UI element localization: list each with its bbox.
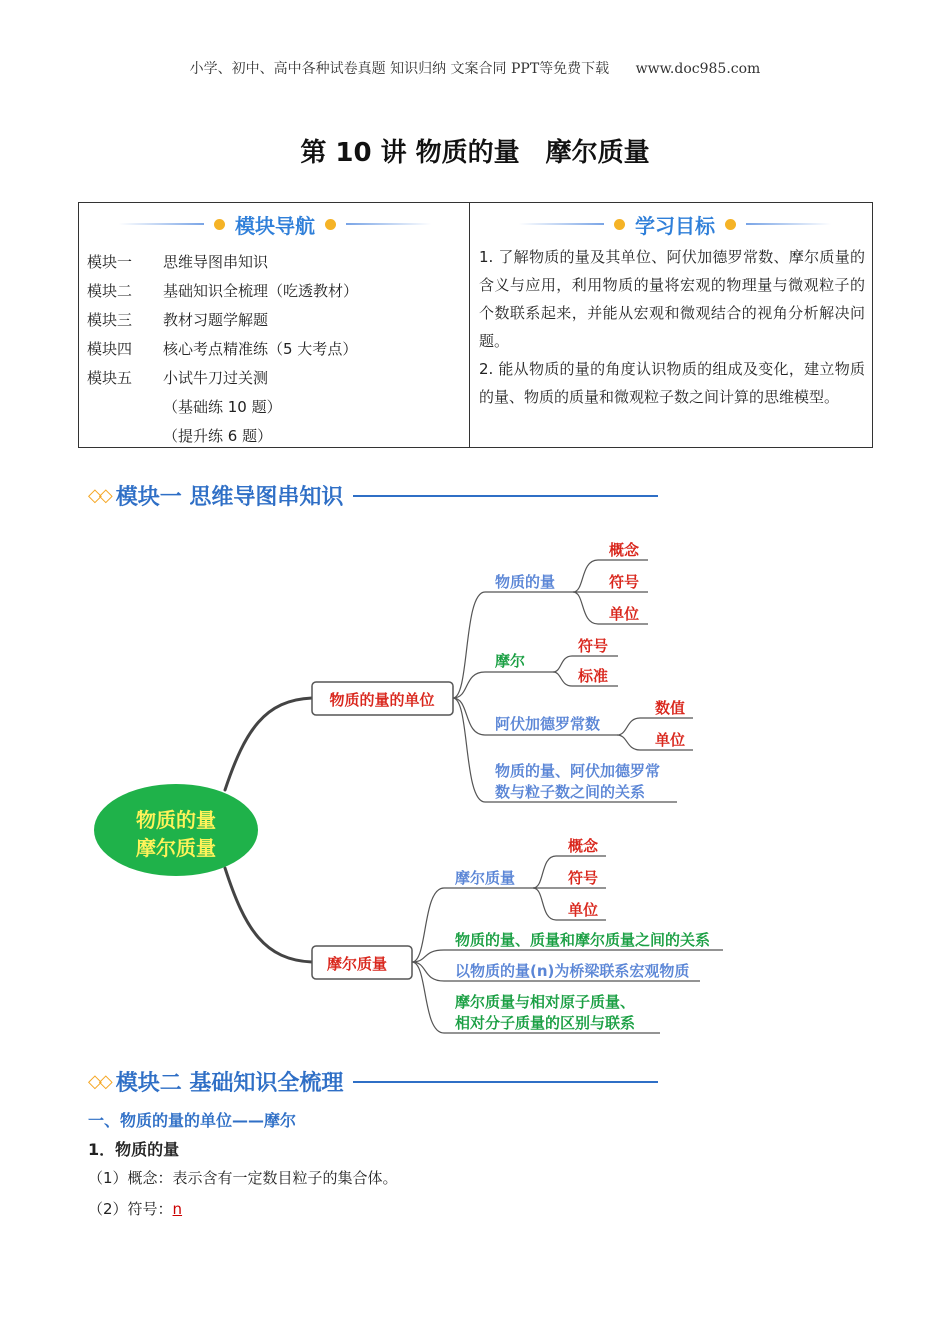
title-part2: 摩尔质量	[545, 138, 650, 168]
node-mole: 摩尔	[495, 652, 526, 670]
dot-icon	[325, 219, 336, 230]
subsection-title: 一、物质的量的单位——摩尔	[88, 1111, 297, 1130]
page-title	[0, 132, 950, 169]
leaf-value: 数值	[655, 699, 686, 717]
connector	[225, 698, 312, 790]
diamond-chevron-icon: ◇◇	[88, 1071, 110, 1092]
nav-heading-label: 模块导航	[235, 213, 315, 238]
table-divider	[469, 203, 470, 447]
symbol-answer: n	[172, 1200, 183, 1218]
mind-map	[0, 520, 950, 1050]
section-rule	[353, 1081, 658, 1083]
list-item: （提升练 6 题）	[163, 427, 273, 445]
list-item: 模块三 教材习题学解题	[87, 311, 269, 329]
section-heading-1	[88, 480, 658, 511]
leaf-unit: 单位	[609, 605, 640, 623]
section-title: 模块二 基础知识全梳理	[115, 1071, 344, 1096]
list-item: （基础练 10 题）	[163, 398, 282, 416]
goals-heading-label: 学习目标	[635, 213, 715, 238]
connector	[453, 698, 485, 802]
leaf-concept: 概念	[609, 541, 640, 559]
section-heading-2	[88, 1066, 658, 1097]
nav-goals-table	[78, 202, 873, 448]
decor-line	[346, 223, 431, 225]
goal-item-2: 2. 能从物质的量的角度认识物质的组成及变化，建立物质的量、物质的质量和微观粒子数之间计算的思维模型。	[479, 360, 865, 406]
diamond-chevron-icon: ◇◇	[88, 485, 110, 506]
goals-list	[479, 243, 865, 411]
connector	[412, 962, 444, 1033]
node-relation-2: 物质的量、质量和摩尔质量之间的关系	[455, 931, 711, 949]
header-text: 小学、初中、高中各种试卷真题 知识归纳 文案合同 PPT等免费下载	[189, 61, 610, 77]
branch-label-unit: 物质的量的单位	[329, 691, 435, 709]
list-item: 模块二 基础知识全梳理（吃透教材）	[87, 282, 359, 300]
decor-line	[119, 223, 204, 225]
connector	[412, 888, 444, 962]
list-item: 模块五 小试牛刀过关测	[87, 369, 269, 387]
dot-icon	[614, 219, 625, 230]
node-amount: 物质的量	[495, 573, 556, 591]
decor-line	[519, 223, 604, 225]
dot-icon	[725, 219, 736, 230]
nav-heading	[119, 211, 431, 237]
leaf-concept: 概念	[568, 837, 599, 855]
module-list	[87, 248, 358, 451]
symbol-label: （2）符号：	[88, 1200, 173, 1218]
list-item: 模块一 思维导图串知识	[87, 253, 269, 271]
paragraph-heading: 1．物质的量	[88, 1140, 180, 1159]
node-distinction-1: 摩尔质量与相对原子质量、	[455, 993, 636, 1011]
center-label-1: 物质的量	[136, 808, 216, 832]
page-header	[0, 58, 950, 78]
node-avogadro: 阿伏加德罗常数	[495, 715, 601, 733]
leaf-unit: 单位	[568, 901, 599, 919]
branch-label-molar-mass: 摩尔质量	[326, 955, 388, 973]
section-rule	[353, 495, 658, 497]
node-bridge: 以物质的量(n)为桥梁联系宏观物质	[455, 962, 690, 980]
node-molar-mass: 摩尔质量	[455, 869, 516, 887]
paragraph-symbol	[88, 1198, 182, 1219]
connector	[412, 950, 444, 962]
section-title: 模块一 思维导图串知识	[115, 485, 344, 510]
node-relation-1b: 数与粒子数之间的关系	[495, 783, 646, 801]
leaf-symbol: 符号	[578, 637, 609, 655]
leaf-symbol: 符号	[609, 573, 640, 591]
title-part1: 第 10 讲 物质的量	[300, 138, 520, 168]
node-relation-1: 物质的量、阿伏加德罗常	[495, 762, 661, 780]
node-distinction-2: 相对分子质量的区别与联系	[455, 1014, 636, 1032]
goal-item-1: 1. 了解物质的量及其单位、阿伏加德罗常数、摩尔质量的含义与应用，利用物质的量将宏观的物理量与微观粒子的个数联系起来，并能从宏观和微观结合的视角分析解决问题。	[479, 248, 865, 350]
dot-icon	[214, 219, 225, 230]
header-url[interactable]: www.doc985.com	[635, 61, 761, 77]
connector	[225, 868, 312, 962]
center-label-2: 摩尔质量	[136, 836, 216, 860]
leaf-unit: 单位	[655, 731, 686, 749]
connector	[453, 698, 485, 735]
goals-heading	[519, 211, 831, 237]
leaf-standard: 标准	[578, 667, 609, 685]
leaf-symbol: 符号	[568, 869, 599, 887]
decor-line	[746, 223, 831, 225]
list-item: 模块四 核心考点精准练（5 大考点）	[87, 340, 358, 358]
paragraph-concept: （1）概念：表示含有一定数目粒子的集合体。	[88, 1169, 398, 1187]
